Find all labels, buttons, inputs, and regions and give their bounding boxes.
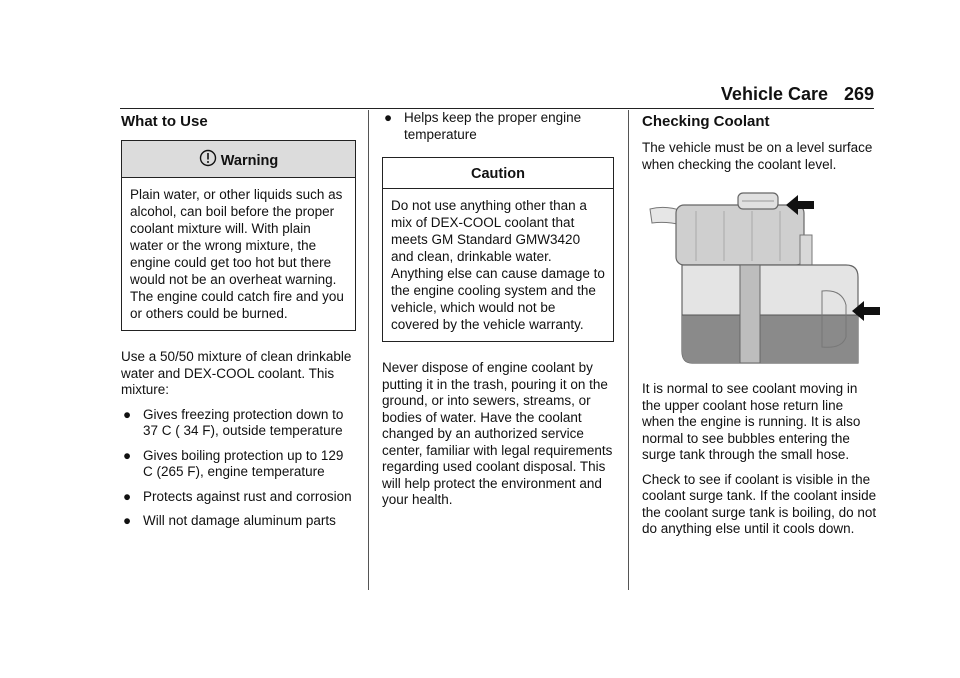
disposal-paragraph: Never dispose of engine coolant by putting it in the trash, pouring it on the ground, or into sewers, streams, or bodies of water. Have the coolant changed by an authorized service center, familiar with legal requirements regarding used coolant disposal. This will help protect the environment and your health. xyxy=(382,360,613,507)
caution-box xyxy=(382,157,614,342)
column-divider-2 xyxy=(628,110,629,590)
list-item: ● Helps keep the proper engine temperature xyxy=(384,110,582,142)
mixture-bullets-continued xyxy=(382,110,614,143)
warning-box xyxy=(121,140,356,331)
mixture-bullets xyxy=(121,407,356,530)
page-header xyxy=(0,84,960,108)
list-item: ● Gives boiling protection up to 129 C (265 F), engine temperature xyxy=(123,447,344,479)
bullet-glyph: ● xyxy=(123,447,132,463)
page-number: 269 xyxy=(843,84,874,104)
warning-title: Warning xyxy=(220,153,279,169)
caution-body: Do not use anything other than a mix of DEX-COOL coolant that meets GM Standard GMW3420 and clean, drinkable water. Anything else can cause damage to the engine cooling system and the vehicle, which would not be covered by the vehicle warranty. xyxy=(391,198,605,332)
section-title: Vehicle Care xyxy=(720,84,828,104)
caution-header: Caution xyxy=(383,158,613,189)
warning-header xyxy=(122,141,355,178)
level-surface-paragraph: The vehicle must be on a level surface when checking the coolant level. xyxy=(642,140,873,172)
warning-icon xyxy=(199,149,217,171)
list-item: ● Gives freezing protection down to 37 C ( 34 F), outside temperature xyxy=(123,406,344,438)
list-item: ● Protects against rust and corrosion xyxy=(123,488,352,504)
list-item: ● Will not damage aluminum parts xyxy=(123,513,336,528)
bullet-glyph: ● xyxy=(123,513,132,528)
checking-coolant-heading: Checking Coolant xyxy=(642,113,770,130)
coolant-surge-tank-illustration xyxy=(646,191,882,367)
coolant-moving-paragraph: It is normal to see coolant moving in the upper coolant hose return line when the engine is running. It is also normal to see bubbles entering the surge tank through the small hose. xyxy=(642,381,861,462)
check-coolant-paragraph: Check to see if coolant is visible in the coolant surge tank. If the coolant inside the coolant surge tank is boiling, do not do anything else until it cools down. xyxy=(642,471,877,536)
warning-body: Plain water, or other liquids such as alcohol, can boil before the proper coolant mixture will. With plain water or the wrong mixture, the engine could get too hot but there would not be an overheat warning. The engine could catch fire and you or others could be burned. xyxy=(130,187,344,321)
column-1 xyxy=(121,110,356,538)
bullet-glyph: ● xyxy=(123,406,132,422)
column-3 xyxy=(642,110,878,546)
bullet-glyph: ● xyxy=(384,110,393,125)
column-2 xyxy=(382,110,614,517)
mixture-intro: Use a 50/50 mixture of clean drinkable water and DEX-COOL coolant. This mixture: xyxy=(121,349,352,397)
column-divider-1 xyxy=(368,110,369,590)
header-rule xyxy=(120,108,874,109)
what-to-use-heading: What to Use xyxy=(121,113,208,130)
bullet-glyph: ● xyxy=(123,488,132,504)
